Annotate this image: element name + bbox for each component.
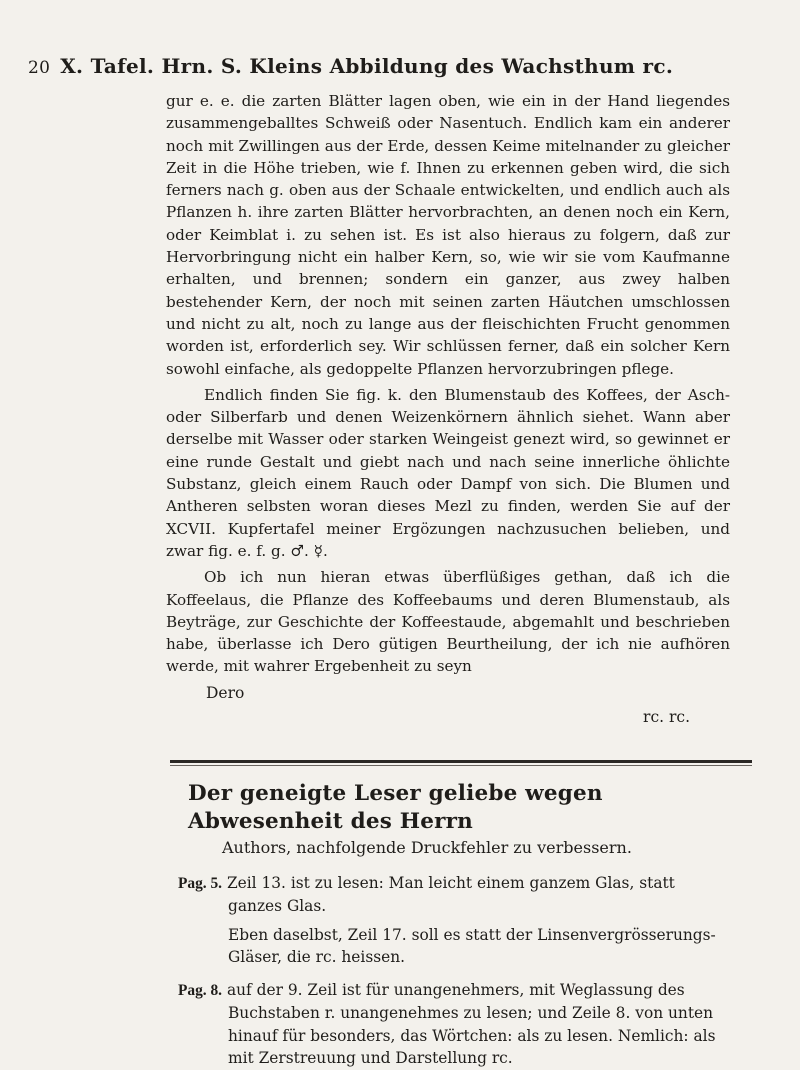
errata-text: auf der 9. Zeil ist für unangenehmers, mit Weglassung des Buchstaben r. unangenehmes zu lesen; und Zeile 8. von unten hinauf für besonders, das Wörtchen: als zu lesen. Nemlich: als mit Zerstreuung und Darstellung rc. bbox=[226, 980, 716, 1068]
closing-etc: rc. rc. bbox=[643, 707, 690, 726]
errata-title: Der geneigte Leser geliebe wegen Abwesenheit des Herrn bbox=[188, 780, 603, 834]
errata-text: Eben daselbst, Zeil 17. soll es statt der Linsenvergrösserungs-Gläser, die rc. heissen. bbox=[228, 925, 716, 967]
errata-item bbox=[178, 872, 730, 918]
errata-page-ref: Pag. 8. bbox=[178, 981, 223, 999]
divider-rule-thin bbox=[170, 765, 752, 766]
closing-salutation: Dero bbox=[206, 683, 245, 702]
errata-item bbox=[228, 924, 730, 969]
page-number: 20 bbox=[28, 58, 51, 78]
running-head bbox=[28, 54, 730, 78]
paragraph-1: gur e. e. die zarten Blätter lagen oben, wie ein in der Hand liegendes zusammengeballtes Schweiß oder Nasentuch. Endlich kam ein anderer noch mit Zwillingen aus der Erde, dessen Keime mitelnander zu gleicher Zeit in die Höhe trieben, wie f. Ihnen zu erkennen geben wird, die sich ferners nach g. oben aus der Schaale entwickelten, und endlich auch als Pflanzen h. ihre zarten Blätter hervorbrachten, an denen noch ein Kern, oder Keimblat i. zu sehen ist. Es ist also hieraus zu folgern, daß zur Hervorbringung nicht ein halber Kern, so, wie wir sie vom Kaufmanne erhalten, und brennen; sondern ein ganzer, aus zwey halben bestehender Kern, der noch mit seinen zarten Häutchen umschlossen und nicht zu alt, noch zu lange aus der fleischichten Frucht genommen worden ist, erforderlich sey. Wir schlüssen ferner, daß ein solcher Kern sowohl einfache, als gedoppelte Pflanzen hervorzubringen pflege. bbox=[166, 92, 730, 378]
errata-subtitle: Authors, nachfolgende Druckfehler zu verbessern. bbox=[222, 837, 632, 857]
divider-rule-thick bbox=[170, 760, 752, 763]
closing bbox=[166, 680, 730, 730]
errata-item bbox=[178, 979, 730, 1070]
paragraph-3: Ob ich nun hieran etwas überflüßiges gethan, daß ich die Koffeelaus, die Pflanze des Koffeebaums und deren Blumenstaub, als Beyträge, zur Geschichte der Koffeestaude, abgemahlt und beschrieben habe, überlasse ich Dero gütigen Beurtheilung, der ich nie aufhören werde, mit wahrer Ergebenheit zu seyn bbox=[166, 568, 730, 676]
running-title: X. Tafel. Hrn. S. Kleins Abbildung des Wachsthum rc. bbox=[60, 54, 674, 78]
errata-page-ref: Pag. 5. bbox=[178, 874, 223, 892]
main-text bbox=[166, 90, 730, 730]
paragraph-2: Endlich finden Sie fig. k. den Blumenstaub des Koffees, der Asch- oder Silberfarb und denen Weizenkörnern ähnlich siehet. Wann aber derselbe mit Wasser oder starken Weingeist genezt wird, so gewinnet er eine runde Gestalt und giebt nach und nach seine innerliche öhlichte Substanz, gleich einem Rauch oder Dampf von sich. Die Blumen und Antheren selbsten woran dieses Mezl zu finden, werden Sie auf der XCVII. Kupfertafel meiner Ergözungen nachzusuchen belieben, und zwar fig. e. f. g. ♂. ☿. bbox=[166, 385, 730, 560]
errata-text: Zeil 13. ist zu lesen: Man leicht einem ganzem Glas, statt ganzes Glas. bbox=[226, 873, 675, 916]
